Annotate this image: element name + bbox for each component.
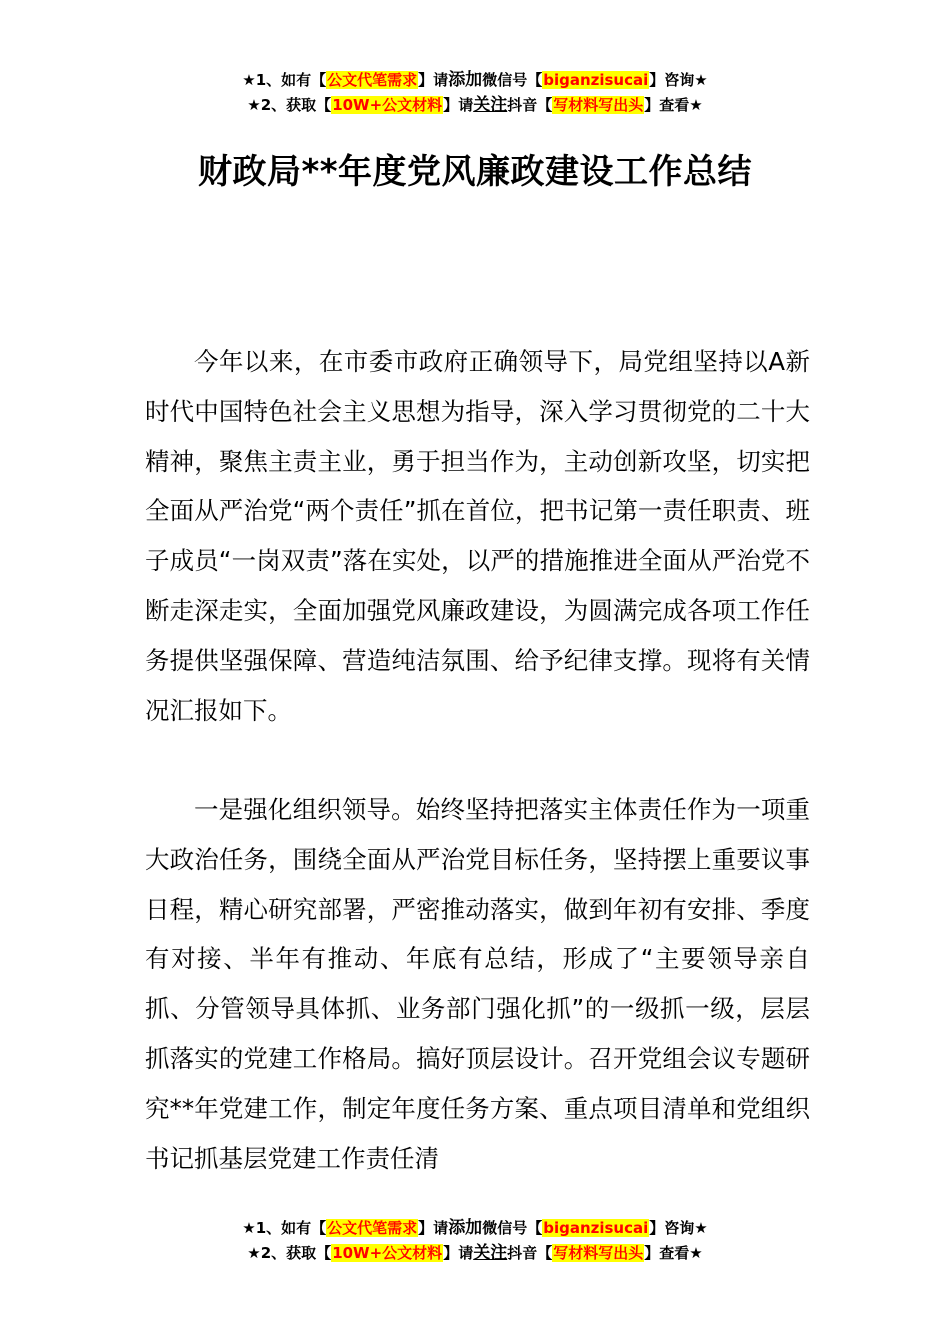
highlight-douyin-account: 写材料写出头	[553, 1244, 644, 1262]
header-notice	[0, 68, 950, 118]
notice-line-2: ★2、获取【10W+公文材料】请关注抖音【写材料写出头】查看★	[247, 95, 703, 115]
notice-line-1: ★1、如有【公文代笔需求】请添加微信号【biganzisucai】咨询★	[242, 70, 708, 90]
notice-line-1: ★1、如有【公文代笔需求】请添加微信号【biganzisucai】咨询★	[242, 1218, 708, 1238]
footer-notice	[0, 1216, 950, 1266]
highlight-douyin-account: 写材料写出头	[553, 96, 644, 114]
document-title: 财政局**年度党风廉政建设工作总结	[197, 152, 753, 192]
notice-line-2: ★2、获取【10W+公文材料】请关注抖音【写材料写出头】查看★	[247, 1243, 703, 1263]
paragraph-intro: 今年以来，在市委市政府正确领导下，局党组坚持以A新时代中国特色社会主义思想为指导，深入学习贯彻党的二十大精神，聚焦主责主业，勇于担当作为，主动创新攻坚，切实把全面从严治党“两个责任”抓在首位，把书记第一责任职责、班子成员“一岗双责”落在实处，以严的措施推进全面从严治党不断走深走实，全面加强党风廉政建设，为圆满完成各项工作任务提供坚强保障、营造纯洁氛围、给予纪律支撑。现将有关情况汇报如下。	[145, 347, 810, 725]
highlight-service: 公文代笔需求	[327, 71, 418, 89]
highlight-service: 公文代笔需求	[327, 1219, 418, 1237]
highlight-materials: 10W+公文材料	[332, 96, 443, 114]
highlight-wechat-id: biganzisucai	[543, 71, 649, 89]
paragraph-organization: 一是强化组织领导。始终坚持把落实主体责任作为一项重大政治任务，围绕全面从严治党目标任务，坚持摆上重要议事日程，精心研究部署，严密推动落实，做到年初有安排、季度有对接、半年有推动、年底有总结，形成了“主要领导亲自抓、分管领导具体抓、业务部门强化抓”的一级抓一级，层层抓落实的党建工作格局。搞好顶层设计。召开党组会议专题研究**年党建工作，制定年度任务方案、重点项目清单和党组织书记抓基层党建工作责任清	[145, 795, 810, 1173]
highlight-materials: 10W+公文材料	[332, 1244, 443, 1262]
highlight-wechat-id: biganzisucai	[543, 1219, 649, 1237]
